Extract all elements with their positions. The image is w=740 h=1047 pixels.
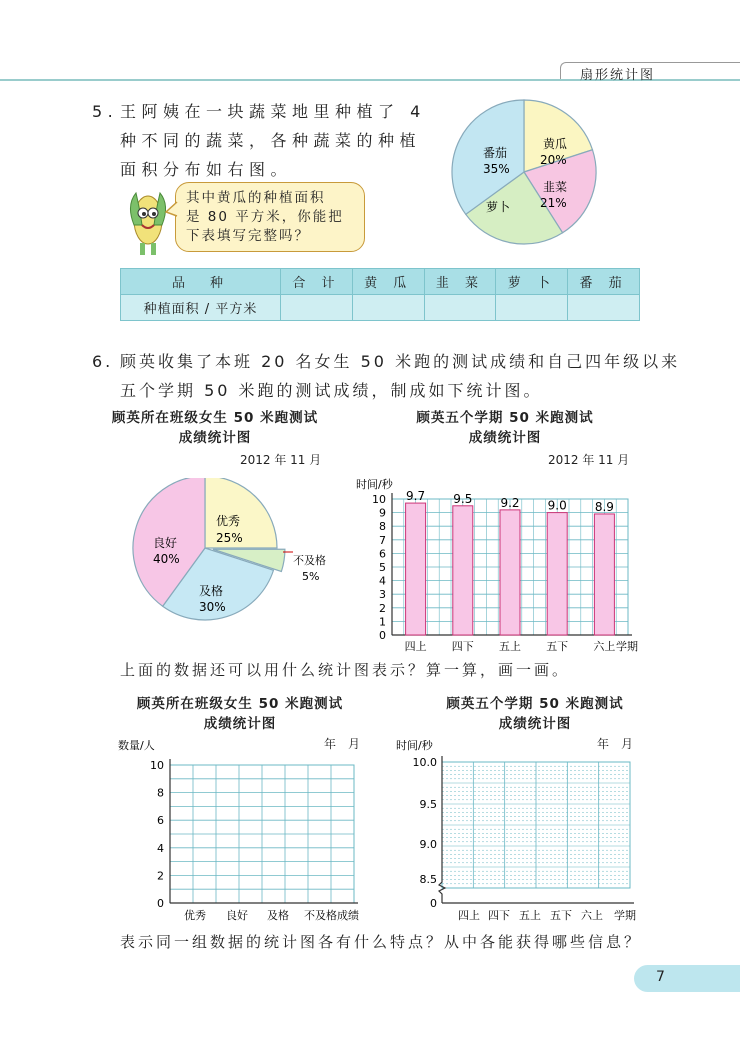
bar-四上	[406, 503, 426, 635]
blank1-ytick: 2	[157, 869, 164, 883]
blank1-cat: 及格	[267, 909, 289, 922]
page-number: 7	[656, 969, 665, 985]
blank2-title-line-1: 顾英五个学期 50 米跑测试	[446, 696, 624, 712]
blank2-title	[420, 694, 650, 734]
bar-四下	[453, 506, 473, 635]
bar-value-label: 8.9	[594, 499, 614, 514]
blank-cell[interactable]	[281, 295, 353, 321]
blank2-ytick: 8.5	[419, 873, 437, 886]
pie6-label-bujige: 不及格	[293, 554, 326, 567]
blank2-cat: 五上	[519, 909, 541, 922]
q6-pie-title	[100, 408, 330, 448]
section-title: 扇形统计图	[580, 68, 656, 83]
blank1-ylabel: 数量/人	[118, 740, 155, 752]
blank2-cat: 五下	[550, 909, 572, 922]
q6-pie-title-line-2: 成绩统计图	[178, 430, 252, 446]
pie6-pct-jige: 30%	[199, 600, 226, 614]
blank2-ytick: 9.5	[419, 798, 437, 811]
table-header-cell: 韭 菜	[424, 269, 496, 295]
bar-value-label: 9.5	[453, 491, 473, 506]
blank1-ytick: 4	[157, 841, 164, 855]
q6-bar-title-line-1: 顾英五个学期 50 米跑测试	[416, 410, 594, 426]
pie5-label-luobo: 萝卜	[486, 200, 511, 214]
corn-mascot-icon	[118, 185, 178, 257]
blank1-title-line-2: 成绩统计图	[203, 716, 277, 732]
pie5-pct-huanggua: 20%	[540, 153, 567, 167]
bar-category-label: 五下	[546, 640, 569, 653]
q5-line-2: 种不同的蔬菜，各种蔬菜的种植	[120, 131, 422, 150]
bar-ytick: 2	[379, 601, 386, 615]
bar-ytick: 7	[379, 533, 386, 547]
pie5-pct-fanqie: 35%	[483, 162, 510, 176]
bar-value-label: 9.0	[547, 498, 567, 513]
bar-category-label: 四上	[404, 640, 427, 653]
blank1-cat: 良好	[226, 909, 248, 922]
blank-cell[interactable]	[496, 295, 568, 321]
table-header-cell: 品 种	[121, 269, 281, 295]
bar-ylabel: 时间/秒	[356, 478, 393, 491]
pie6-pct-youxiu: 25%	[216, 531, 243, 545]
blank1-ytick: 8	[157, 786, 164, 800]
blank1-ytick: 0	[157, 897, 164, 910]
blank2-cat: 学期	[614, 909, 636, 922]
blank2-ytick: 9.0	[419, 838, 437, 851]
semester-bar-chart	[350, 474, 650, 654]
blank2-ylabel: 时间/秒	[396, 740, 433, 752]
blank1-title	[125, 694, 355, 734]
bar-value-label: 9.7	[406, 489, 426, 504]
page-number-tab	[634, 965, 740, 992]
bar-ytick: 3	[379, 588, 386, 602]
blank2-ytick: 0	[430, 897, 437, 910]
blank-grid-chart-2	[392, 740, 662, 925]
pie5-label-huanggua: 黄瓜	[543, 137, 568, 151]
bubble-pointer	[165, 200, 179, 220]
final-question: 表示同一组数据的统计图各有什么特点？从中各能获得哪些信息？	[120, 933, 643, 951]
pie5-pct-jiucai: 21%	[540, 196, 567, 210]
q6-number: 6.	[92, 352, 114, 371]
speech-bubble	[175, 182, 365, 252]
blank2-cat: 四上	[458, 909, 480, 922]
table-header-cell: 黄 瓜	[352, 269, 424, 295]
bubble-line-2: 是 80 平方米，你能把	[186, 209, 344, 225]
blank2-title-line-2: 成绩统计图	[498, 716, 572, 732]
bar-ytick: 4	[379, 574, 386, 588]
table-header-row	[121, 269, 640, 295]
bar-ytick: 0	[379, 629, 386, 642]
blank-cell[interactable]	[568, 295, 640, 321]
bubble-line-1: 其中黄瓜的种植面积	[186, 190, 326, 206]
q6-line-1: 顾英收集了本班 20 名女生 50 米跑的测试成绩和自己四年级以来	[120, 352, 681, 371]
blank1-ytick: 6	[157, 814, 164, 828]
blank2-ytick: 10.0	[412, 756, 437, 769]
q6-bar-date: 2012 年 11 月	[548, 453, 630, 467]
bar-五上	[500, 510, 520, 635]
bar-六上	[594, 514, 614, 635]
q5-line-3: 面积分布如右图。	[120, 160, 293, 179]
pie6-label-lianghao: 良好	[153, 536, 178, 550]
blank-cell[interactable]	[424, 295, 496, 321]
blank1-cat: 优秀	[184, 909, 206, 922]
bar-ytick: 1	[379, 615, 386, 629]
vegetable-pie-chart	[440, 92, 610, 252]
q6-bar-title	[390, 408, 620, 448]
q6-question: 上面的数据还可以用什么统计图表示？算一算，画一画。	[120, 661, 571, 679]
blank2-date: 年 月	[597, 737, 634, 751]
pie6-pct-lianghao: 40%	[153, 552, 180, 566]
bar-五下	[547, 513, 567, 635]
bar-category-label: 六上	[593, 640, 616, 653]
table-header-cell: 萝 卜	[496, 269, 568, 295]
table-header-cell: 番 茄	[568, 269, 640, 295]
bar-category-label: 四下	[451, 640, 474, 653]
blank-grid-chart-1	[112, 740, 387, 925]
grade-pie-chart	[115, 478, 360, 628]
bubble-line-3: 下表填写完整吗？	[186, 228, 310, 244]
bar-ytick: 5	[379, 561, 386, 574]
blank2-cat: 六上	[581, 909, 603, 922]
bar-value-label: 9.2	[500, 495, 520, 510]
q6-pie-title-line-1: 顾英所在班级女生 50 米跑测试	[111, 410, 319, 426]
pie6-pct-bujige: 5%	[302, 570, 320, 583]
pie5-label-fanqie: 番茄	[483, 146, 508, 160]
table-row	[121, 295, 640, 321]
pie5-label-jiucai: 韭菜	[543, 180, 568, 194]
q5-number: 5.	[92, 102, 119, 121]
q5-line-1: 王阿姨在一块蔬菜地里种植了 4	[120, 102, 426, 121]
bar-ytick: 8	[379, 520, 386, 534]
blank1-title-line-1: 顾英所在班级女生 50 米跑测试	[136, 696, 344, 712]
planting-area-table	[120, 268, 640, 321]
bar-category-label: 五上	[499, 640, 521, 653]
bar-ytick: 10	[372, 493, 386, 506]
blank2-cat: 四下	[488, 909, 510, 922]
q6-line-2: 五个学期 50 米跑的测试成绩，制成如下统计图。	[120, 381, 543, 400]
pie6-label-youxiu: 优秀	[216, 514, 241, 528]
blank1-ytick: 10	[150, 759, 164, 772]
bar-xlabel: 学期	[616, 640, 638, 653]
blank1-cat: 不及格成绩	[304, 909, 359, 922]
blank-cell[interactable]	[352, 295, 424, 321]
q6-pie-date: 2012 年 11 月	[240, 453, 322, 467]
bar-ytick: 6	[379, 547, 386, 561]
pie6-label-jige: 及格	[199, 584, 224, 598]
blank1-date: 年 月	[324, 737, 361, 751]
table-row-label: 种植面积 / 平方米	[121, 295, 281, 321]
bar-ytick: 9	[379, 506, 386, 520]
q6-bar-title-line-2: 成绩统计图	[468, 430, 542, 446]
table-header-cell: 合 计	[281, 269, 353, 295]
